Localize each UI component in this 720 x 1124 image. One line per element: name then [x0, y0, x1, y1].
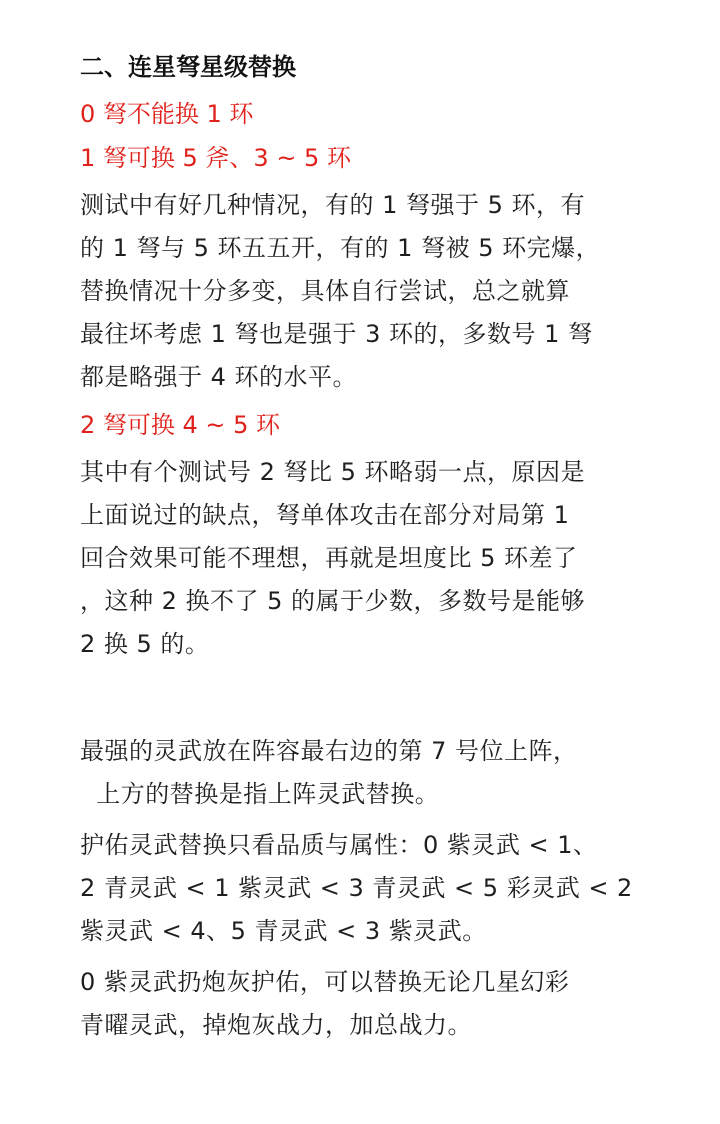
paragraph-line: 的 1 弩与 5 环五五开，有的 1 弩被 5 环完爆， — [80, 234, 601, 262]
paragraph-line: 测试中有好几种情况，有的 1 弩强于 5 环，有 — [80, 191, 586, 219]
paragraph-line: 替换情况十分多变，具体自行尝试，总之就算 — [80, 277, 570, 305]
paragraph-2 — [80, 451, 650, 666]
paragraph-line: 最往坏考虑 1 弩也是强于 3 环的，多数号 1 弩 — [80, 320, 593, 348]
paragraph-line: 紫灵武 < 4、5 青灵武 < 3 紫灵武。 — [80, 917, 487, 945]
paragraph-line: 都是略强于 4 环的水平。 — [80, 363, 358, 391]
paragraph-line: 最强的灵武放在阵容最右边的第 7 号位上阵， — [80, 737, 578, 765]
paragraph-line: ，这种 2 换不了 5 的属于少数，多数号是能够 — [80, 587, 586, 615]
paragraph-line: 青曜灵武，掉炮灰战力，加总战力。 — [80, 1011, 472, 1039]
paragraph-line: 护佑灵武替换只看品质与属性：0 紫灵武 < 1、 — [80, 831, 598, 859]
paragraph-line: 2 换 5 的。 — [80, 630, 210, 658]
paragraph-4 — [80, 824, 650, 953]
section-heading: 二、连星弩星级替换 — [80, 53, 296, 81]
paragraph-line: 2 青灵武 < 1 紫灵武 < 3 青灵武 < 5 彩灵武 < 2 — [80, 874, 633, 902]
paragraph-5 — [80, 961, 650, 1047]
paragraph-line: 上面说过的缺点，弩单体攻击在部分对局第 1 — [80, 501, 570, 529]
highlight-line-2: 1 弩可换 5 斧、3 ~ 5 环 — [80, 144, 351, 172]
highlight-line-3: 2 弩可换 4 ~ 5 环 — [80, 411, 281, 439]
paragraph-line: 回合效果可能不理想，再就是坦度比 5 环差了 — [80, 544, 578, 572]
paragraph-3 — [80, 730, 650, 816]
paragraph-line: 其中有个测试号 2 弩比 5 环略弱一点，原因是 — [80, 458, 586, 486]
paragraph-line: 0 紫灵武扔炮灰护佑，可以替换无论几星幻彩 — [80, 968, 570, 996]
paragraph-1 — [80, 184, 650, 399]
highlight-line-1: 0 弩不能换 1 环 — [80, 100, 254, 128]
paragraph-line: 上方的替换是指上阵灵武替换。 — [80, 780, 440, 808]
spacer — [80, 674, 650, 730]
